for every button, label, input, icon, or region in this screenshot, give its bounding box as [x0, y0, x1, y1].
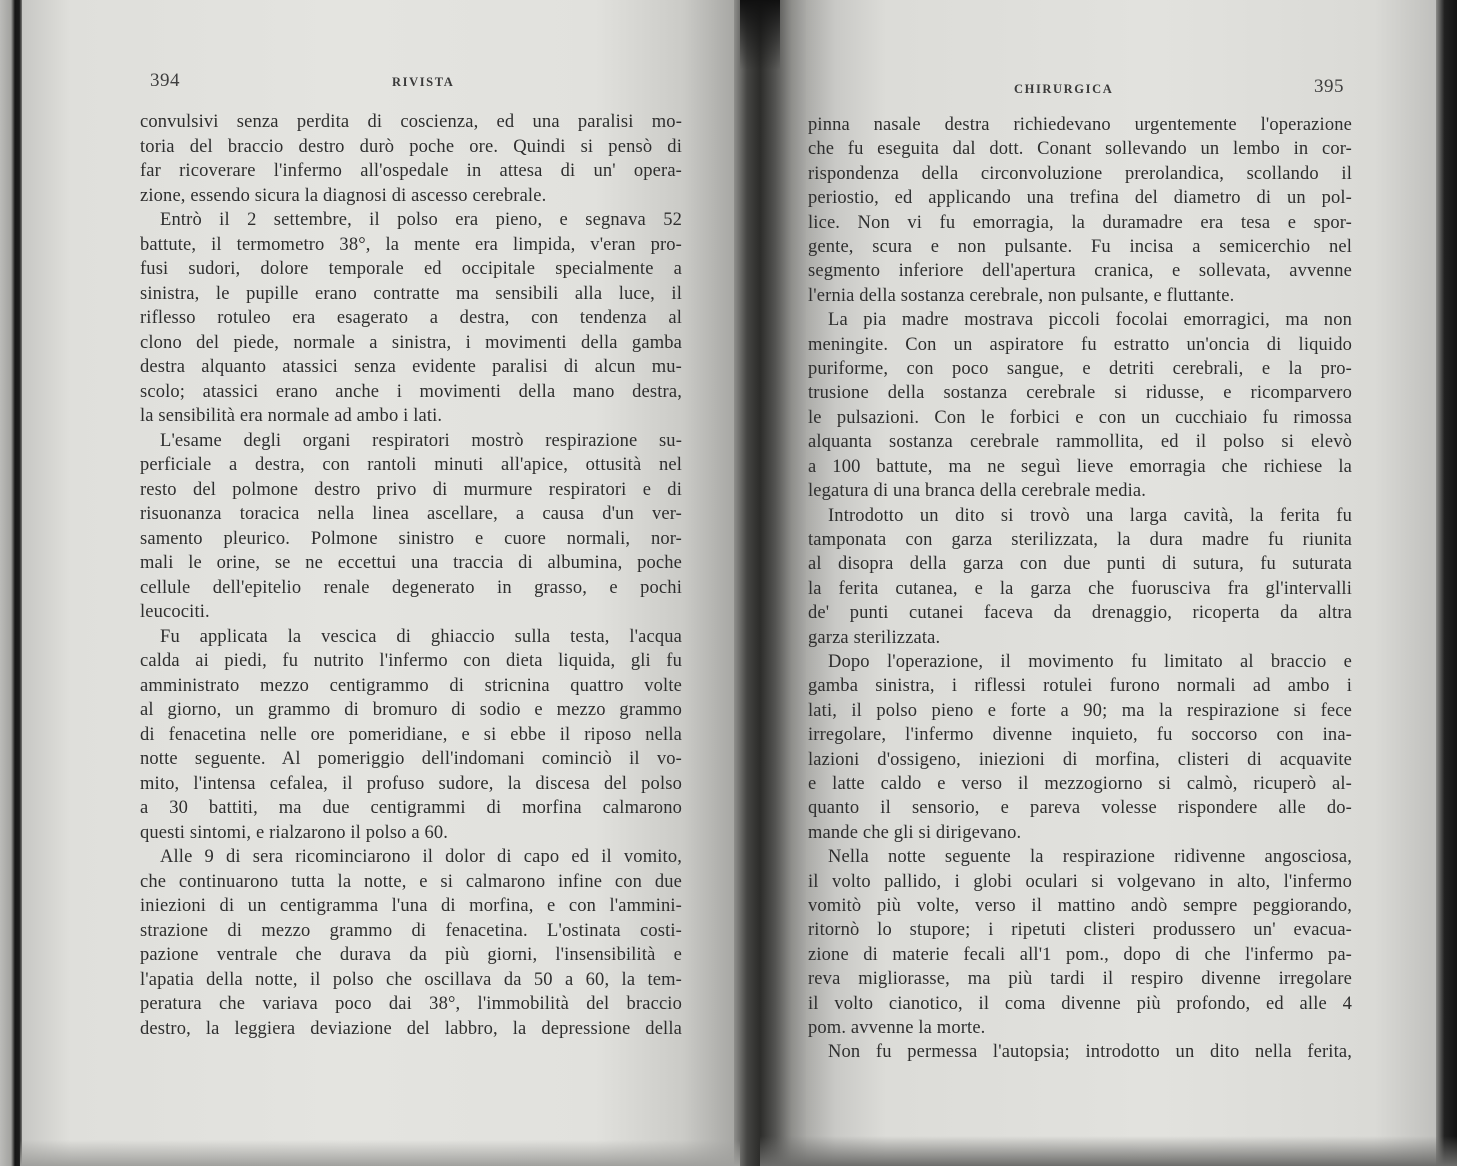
text-line: legatura di una branca della cerebrale media. — [808, 481, 1147, 502]
page-number: 395 — [1314, 76, 1344, 97]
paragraph — [808, 113, 1352, 308]
text-line: scolo; atassici erano anche i movimenti della mano destra, — [140, 381, 682, 402]
text-line: puriforme, con poco sangue, e detriti cerebrali, e la pro- — [808, 359, 1352, 380]
text-line: Nella notte seguente la respirazione ridivenne angosciosa, — [828, 847, 1352, 868]
text-line: Dopo l'operazione, il movimento fu limitato al braccio e — [828, 651, 1352, 672]
text-line: perficiale a destra, con rantoli minuti all'apice, ottusità nel — [140, 455, 682, 475]
text-line: tamponata con garza sterilizzata, la dura madre fu riunita — [808, 529, 1352, 550]
text-line: alquanta sostanza cerebrale rammollita, ed il polso si elevò — [808, 432, 1352, 453]
text-line: battute, il termometro 38°, la mente era limpida, v'eran pro- — [140, 234, 682, 255]
text-line: calda ai piedi, fu nutrito l'infermo con dieta liquida, gli fu — [140, 651, 682, 671]
text-line: L'esame degli organi respiratori mostrò respirazione su- — [160, 430, 682, 451]
text-line: lice. Non vi fu emorragia, la duramadre era tesa e spor- — [808, 212, 1352, 233]
text-line: convulsivi senza perdita di coscienza, ed una paralisi mo- — [140, 112, 682, 132]
text-line: gente, scura e non pulsante. Fu incisa a semicerchio nel — [808, 237, 1352, 258]
text-line: di fenacetina nelle ore pomeridiane, e si ebbe il riposo nella — [140, 724, 682, 745]
text-line: periostio, ed applicando una trefina del diametro di un pol- — [808, 188, 1352, 209]
text-line: notte seguente. Al pomeriggio dell'indomani cominciò il vo- — [140, 749, 682, 769]
bottom-edge-shadow — [760, 1136, 1457, 1166]
paragraph — [808, 1040, 1352, 1064]
text-line: lazioni d'ossigeno, iniezioni di morfina, clisteri di acquavite — [808, 749, 1352, 770]
book-gutter — [734, 0, 806, 1166]
text-line: destro, la leggiera deviazione del labbro, la depressione della — [140, 1018, 682, 1039]
text-line: cellule dell'epitelio renale degenerato in grasso, e pochi — [140, 577, 682, 598]
text-line: rispondenza della circonvoluzione prerolandica, scollando il — [808, 163, 1352, 184]
text-line: al giorno, un grammo di bromuro di sodio e mezzo grammo — [140, 700, 682, 720]
text-line: zione di materie fecali all'1 pom., dopo di che l'infermo pa- — [808, 944, 1352, 965]
text-line: vomitò più volte, verso il mattino andò sempre peggiorando, — [808, 896, 1352, 916]
text-line: strazione di mezzo grammo di fenacetina. L'ostinata costi- — [140, 920, 682, 941]
text-line: iniezioni di un centigramma l'una di morfina, e con l'ammini- — [140, 896, 682, 916]
text-line: pom. avvenne la morte. — [808, 1018, 986, 1039]
text-line: gamba sinistra, i riflessi rotulei furono normali ad ambo i — [808, 676, 1352, 697]
text-line: meningite. Con un aspiratore fu estratto un'oncia di liquido — [808, 334, 1352, 355]
text-line: segmento inferiore dell'apertura cranica, e sollevata, avvenne — [808, 261, 1352, 282]
text-line: l'ernia della sostanza cerebrale, non pulsante, e fluttante. — [808, 285, 1235, 306]
text-line: Introdotto un dito si trovò una larga cavità, la ferita fu — [828, 505, 1352, 526]
text-line: zione, essendo sicura la diagnosi di ascesso cerebrale. — [140, 185, 547, 206]
text-line: Fu applicata la vescica di ghiaccio sulla testa, l'acqua — [160, 626, 682, 647]
text-line: riflesso rotuleo era esagerato a destra, con tendenza al — [140, 308, 682, 328]
text-line: questi sintomi, e rialzarono il polso a 60. — [140, 822, 449, 843]
right-book-edge — [1436, 0, 1457, 1166]
left-book-edge — [0, 0, 22, 1166]
text-line: pazione ventrale che durava da più giorni, l'insensibilità e — [140, 945, 682, 965]
text-line: che fu eseguita dal dott. Conant sollevando un lembo in cor- — [808, 139, 1352, 160]
left-bottom-edge-shadow — [20, 1140, 740, 1166]
text-line: il volto cianotico, il coma divenne più profondo, ed alle 4 — [808, 993, 1352, 1014]
paragraph — [140, 845, 682, 1041]
text-line: che continuarono tutta la notte, e si calmarono infine con due — [140, 871, 682, 892]
text-line: la ferita cutanea, e la garza che fuorusciva fra gl'intervalli — [808, 578, 1352, 599]
paragraph — [140, 429, 682, 625]
paragraph — [140, 110, 682, 208]
text-line: far ricoverare l'infermo all'ospedale in attesa di un' opera- — [140, 161, 682, 181]
text-line: clono del piede, normale a sinistra, i movimenti della gamba — [140, 332, 682, 353]
text-line: a 30 battiti, ma due centigrammi di morfina calmarono — [140, 798, 682, 818]
page-body — [808, 113, 1352, 1065]
text-line: garza sterilizzata. — [808, 627, 941, 648]
text-line: a 100 battute, ma ne seguì lieve emorragia che richiese la — [808, 456, 1352, 477]
gutter-shadow — [740, 0, 780, 70]
text-line: ritornò lo stupore; i ripetuti clisteri produssero un' evacua- — [808, 920, 1352, 941]
text-line: Non fu permessa l'autopsia; introdotto un dito nella ferita, — [828, 1042, 1352, 1063]
text-line: reva migliorasse, ma più tardi il respiro divenne irregolare — [808, 969, 1352, 990]
text-line: sinistra, le pupille erano contratte ma sensibili alla luce, il — [140, 283, 682, 304]
text-line: destra alquanto atassici senza evidente paralisi di alcun mu- — [140, 357, 682, 377]
text-line: amministrato mezzo centigrammo di stricnina quattro volte — [140, 675, 682, 696]
text-line: l'apatia della notte, il polso che oscillava da 50 a 60, la tem- — [140, 969, 682, 990]
text-line: leucociti. — [140, 602, 210, 622]
page-number: 394 — [150, 70, 180, 91]
text-line: resto del polmone destro privo di murmure respiratori e di — [140, 479, 682, 500]
text-line: irregolare, l'infermo divenne inquieto, fu soccorso con ina- — [808, 725, 1352, 746]
text-line: il volto pallido, i globi oculari si volgevano in alto, l'infermo — [808, 871, 1352, 892]
paragraph — [140, 625, 682, 846]
text-line: samento pleurico. Polmone sinistro e cuore normali, nor- — [140, 528, 682, 549]
text-line: Entrò il 2 settembre, il polso era pieno, e segnava 52 — [160, 210, 682, 230]
text-line: e latte caldo e verso il mezzogiorno si calmò, ricuperò al- — [808, 773, 1352, 794]
text-line: mande che gli si dirigevano. — [808, 822, 1022, 843]
paragraph — [808, 308, 1352, 503]
text-line: peratura che variava poco dai 38°, l'immobilità del braccio — [140, 994, 682, 1014]
text-line: La pia madre mostrava piccoli focolai emorragici, ma non — [828, 310, 1352, 331]
paragraph — [808, 845, 1352, 1040]
running-head: CHIRURGICA — [1014, 82, 1114, 96]
text-line: Alle 9 di sera ricominciarono il dolor di capo ed il vomito, — [160, 847, 682, 867]
text-line: lati, il polso pieno e forte a 90; ma la respirazione si fece — [808, 700, 1352, 721]
text-line: la sensibilità era normale ad ambo i lati. — [140, 406, 443, 426]
text-line: al disopra della garza con due punti di sutura, fu suturata — [808, 554, 1352, 575]
text-line: mali le orine, se ne eccettui una traccia di albumina, poche — [140, 553, 682, 573]
text-line: fusi sudori, dolore temporale ed occipitale specialmente a — [140, 259, 682, 279]
paragraph — [140, 208, 682, 429]
running-head: RIVISTA — [392, 75, 455, 89]
paragraph — [808, 504, 1352, 650]
text-line: toria del braccio destro durò poche ore. Quindi si pensò di — [140, 136, 682, 157]
text-line: trusione della sostanza cerebrale si ridusse, e ricomparvero — [808, 383, 1352, 404]
paragraph — [808, 650, 1352, 845]
text-line: pinna nasale destra richiedevano urgentemente l'operazione — [808, 115, 1352, 135]
text-line: de' punti cutanei faceva da drenaggio, ricoperta da altra — [808, 603, 1352, 624]
text-line: quanto il sensorio, e pareva volesse rispondere alle do- — [808, 798, 1352, 819]
text-line: mito, l'intensa cefalea, il profuso sudore, la discesa del polso — [140, 773, 682, 794]
page-body — [140, 110, 682, 1041]
text-line: risuonanza toracica nella linea ascellare, a causa d'un ver- — [140, 504, 682, 524]
text-line: le pulsazioni. Con le forbici e con un cucchiaio fu rimossa — [808, 407, 1352, 428]
